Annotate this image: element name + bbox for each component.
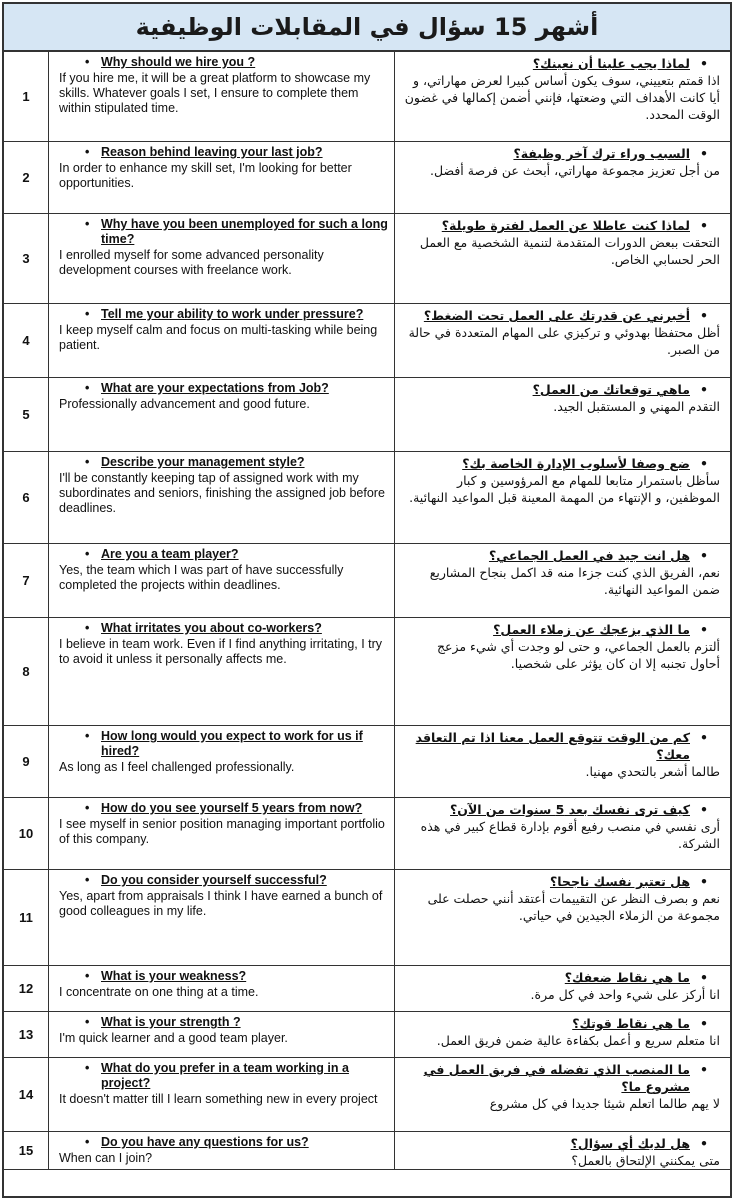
row-number: 11 [4, 870, 49, 965]
title-bar [4, 4, 730, 52]
row-number: 10 [4, 798, 49, 869]
arabic-question: • ما المنصب الذي تفضله في فريق العمل في مشروع ما؟ [403, 1061, 720, 1095]
english-question: • Why have you been unemployed for such a long time? [59, 217, 388, 247]
arabic-answer: اذا قمتم بتعييني، سوف يكون أساس كبيرا لعرض مهاراتي، و أيا كانت الأهداف التي وضعتها، فإنني أضمن إكمالها في غضون الوقت المحدد. [404, 73, 720, 122]
english-answer: Professionally advancement and good future. [59, 397, 310, 411]
arabic-cell [395, 214, 730, 303]
english-question: • What are your expectations from Job? [59, 381, 388, 396]
arabic-question: • ما الذي يزعجك عن زملاء العمل؟ [403, 621, 720, 638]
row-number: 9 [4, 726, 49, 797]
row-number: 7 [4, 544, 49, 617]
arabic-cell [395, 142, 730, 213]
table-row [4, 966, 730, 1012]
english-question: • How long would you expect to work for us if hired? [59, 729, 388, 759]
english-answer: I keep myself calm and focus on multi-tasking while being patient. [59, 323, 378, 352]
table-row [4, 1012, 730, 1058]
arabic-question: • هل تعتبر نفسك ناجحا؟ [403, 873, 720, 890]
english-question: • What is your strength ? [59, 1015, 388, 1030]
english-question: • Why should we hire you ? [59, 55, 388, 70]
english-cell [49, 52, 395, 141]
arabic-answer: طالما أشعر بالتحدي مهنيا. [585, 764, 720, 779]
arabic-question: • ماهي توقعاتك من العمل؟ [403, 381, 720, 398]
arabic-answer: نعم و بصرف النظر عن التقييمات أعتقد أنني حصلت على مجموعة من الزملاء الجيدين في حياتي. [427, 891, 720, 923]
table-row [4, 304, 730, 378]
english-cell [49, 1132, 395, 1169]
arabic-answer: لا يهم طالما اتعلم شيئا جديدا في كل مشروع [489, 1096, 720, 1111]
arabic-cell [395, 966, 730, 1011]
row-number: 3 [4, 214, 49, 303]
english-answer: I'm quick learner and a good team player. [59, 1031, 288, 1045]
english-cell [49, 618, 395, 725]
english-answer: Yes, apart from appraisals I think I have earned a bunch of good colleagues in my life. [59, 889, 383, 918]
english-answer: When can I join? [59, 1151, 153, 1165]
english-answer: If you hire me, it will be a great platform to showcase my skills. Whatever goals I set, I ensure to complete them within stipulated time. [59, 71, 371, 115]
arabic-cell [395, 726, 730, 797]
table-row [4, 378, 730, 452]
arabic-question: • هل انت جيد في العمل الجماعي؟ [403, 547, 720, 564]
document-page [2, 2, 732, 1198]
page-title: أشهر 15 سؤال في المقابلات الوظيفية [135, 13, 599, 41]
arabic-cell [395, 798, 730, 869]
english-question: • Reason behind leaving your last job? [59, 145, 388, 160]
english-answer: In order to enhance my skill set, I'm looking for better opportunities. [59, 161, 352, 190]
english-question: • Tell me your ability to work under pressure? [59, 307, 388, 322]
arabic-answer: التحقت ببعض الدورات المتقدمة لتنمية الشخصية مع العمل الحر لحسابي الخاص. [419, 235, 720, 267]
table-row [4, 798, 730, 870]
english-answer: I concentrate on one thing at a time. [59, 985, 259, 999]
english-cell [49, 378, 395, 451]
table-row [4, 214, 730, 304]
row-number: 2 [4, 142, 49, 213]
arabic-question: • هل لديك أي سؤال؟ [403, 1135, 720, 1152]
english-question: • Describe your management style? [59, 455, 388, 470]
arabic-answer: التقدم المهني و المستقبل الجيد. [553, 399, 720, 414]
arabic-answer: نعم، الفريق الذي كنت جزءا منه قد اكمل بنجاح المشاريع ضمن المواعيد النهائية. [429, 565, 720, 597]
english-cell [49, 1012, 395, 1057]
english-cell [49, 966, 395, 1011]
table-row [4, 52, 730, 142]
row-number: 12 [4, 966, 49, 1011]
arabic-question: • أخبرني عن قدرتك على العمل تحت الضغط؟ [403, 307, 720, 324]
arabic-question: • كيف ترى نفسك بعد 5 سنوات من الآن؟ [403, 801, 720, 818]
arabic-answer: ألتزم بالعمل الجماعي، و حتى لو وجدت أي شيء مزعج أحاول تجنبه إلا ان كان يؤثر على شخصيا. [436, 639, 720, 671]
table-row [4, 544, 730, 618]
row-number: 6 [4, 452, 49, 543]
table-row [4, 870, 730, 966]
english-answer: It doesn't matter till I learn something new in every project [59, 1092, 378, 1106]
english-question: • Are you a team player? [59, 547, 388, 562]
table-row [4, 1058, 730, 1132]
table-row [4, 452, 730, 544]
english-cell [49, 726, 395, 797]
arabic-question: • لماذا كنت عاطلا عن العمل لفترة طويلة؟ [403, 217, 720, 234]
row-number: 14 [4, 1058, 49, 1131]
table-row [4, 1132, 730, 1170]
english-question: • How do you see yourself 5 years from now? [59, 801, 388, 816]
english-cell [49, 142, 395, 213]
arabic-answer: متى يمكنني الإلتحاق بالعمل؟ [571, 1153, 720, 1168]
arabic-question: • ما هي نقاط قوتك؟ [403, 1015, 720, 1032]
english-question: • What is your weakness? [59, 969, 388, 984]
english-answer: As long as I feel challenged professionally. [59, 760, 295, 774]
arabic-cell [395, 452, 730, 543]
arabic-cell [395, 52, 730, 141]
arabic-cell [395, 1132, 730, 1169]
arabic-cell [395, 618, 730, 725]
arabic-cell [395, 544, 730, 617]
arabic-answer: من أجل تعزيز مجموعة مهاراتي، أبحث عن فرصة أفضل. [430, 163, 720, 178]
row-number: 8 [4, 618, 49, 725]
arabic-cell [395, 870, 730, 965]
english-cell [49, 452, 395, 543]
row-number: 1 [4, 52, 49, 141]
arabic-cell [395, 1012, 730, 1057]
english-question: • What irritates you about co-workers? [59, 621, 388, 636]
english-answer: I see myself in senior position managing important portfolio of this company. [59, 817, 385, 846]
table-row [4, 618, 730, 726]
english-cell [49, 214, 395, 303]
arabic-question: • ما هي نقاط ضعفك؟ [403, 969, 720, 986]
english-question: • Do you consider yourself successful? [59, 873, 388, 888]
english-cell [49, 870, 395, 965]
english-question: • What do you prefer in a team working in a project? [59, 1061, 388, 1091]
arabic-question: • ضع وصفا لأسلوب الإدارة الخاصة بك؟ [403, 455, 720, 472]
arabic-question: • لماذا يجب علينا أن نعينك؟ [403, 55, 720, 72]
arabic-question: • السبب وراء ترك آخر وظيفة؟ [403, 145, 720, 162]
english-answer: Yes, the team which I was part of have successfully completed the projects within deadlines. [59, 563, 344, 592]
arabic-answer: انا متعلم سريع و أعمل بكفاءة عالية ضمن فريق العمل. [436, 1033, 720, 1048]
arabic-cell [395, 378, 730, 451]
arabic-answer: أظل محتفظا بهدوئي و تركيزي على المهام المتعددة في حالة من الصبر. [408, 325, 720, 357]
english-cell [49, 1058, 395, 1131]
english-answer: I'll be constantly keeping tap of assigned work with my subordinates and seniors, finishing the assigned job before deadlines. [59, 471, 385, 515]
english-answer: I enrolled myself for some advanced personality development courses with freelance work. [59, 248, 324, 277]
qa-table [4, 52, 730, 1170]
arabic-question: • كم من الوقت تتوقع العمل معنا اذا تم التعاقد معك؟ [403, 729, 720, 763]
english-cell [49, 304, 395, 377]
row-number: 5 [4, 378, 49, 451]
english-cell [49, 544, 395, 617]
arabic-cell [395, 1058, 730, 1131]
table-row [4, 726, 730, 798]
english-cell [49, 798, 395, 869]
arabic-answer: أرى نفسي في منصب رفيع أقوم بإدارة قطاع كبير في هذه الشركة. [420, 819, 720, 851]
row-number: 15 [4, 1132, 49, 1169]
arabic-answer: سأظل باستمرار متابعا للمهام مع المرؤوسين و كبار الموظفين، و الإنتهاء من المهمة المعينة قبل المواعيد النهائية. [409, 473, 720, 505]
english-question: • Do you have any questions for us? [59, 1135, 388, 1150]
english-answer: I believe in team work. Even if I find anything irritating, I try to avoid it unless it personally affects me. [59, 637, 383, 666]
row-number: 4 [4, 304, 49, 377]
table-row [4, 142, 730, 214]
arabic-answer: انا أركز على شيء واحد في كل مرة. [530, 987, 720, 1002]
row-number: 13 [4, 1012, 49, 1057]
arabic-cell [395, 304, 730, 377]
